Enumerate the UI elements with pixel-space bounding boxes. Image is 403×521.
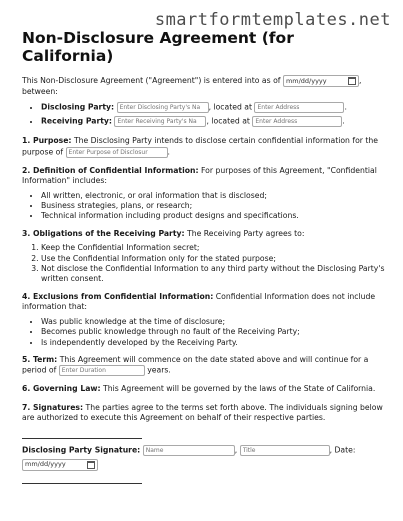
disclosing-party-address-input[interactable] [254,102,347,113]
signature-label: Disclosing Party Signature: [22,445,141,455]
section-exclusions [22,292,388,313]
receiving-party-address-input[interactable] [252,116,345,127]
document-page [22,29,388,490]
disclosing-party-name-input[interactable] [117,102,209,113]
section-signatures [22,403,388,424]
located-at-text: , located at [208,102,253,112]
watermark: smartformtemplates.net [154,10,391,30]
list-item [41,102,388,113]
section-text: The parties agree to the terms set forth above. The individuals signing below are authorized to execute this Agreement on behalf of their respective parties. [22,402,383,423]
section-text: years. [144,365,171,375]
date-placeholder: mm/dd/yyyy [25,460,66,469]
purpose-input[interactable] [66,147,168,158]
section-text: For purposes of this Agreement, "Confidential Information" includes: [22,165,377,186]
calendar-icon [348,77,356,85]
period-text: . [342,116,345,126]
section-heading: 5. Term: [22,354,58,364]
list-item: • Was public knowledge at the time of disclosure; [41,317,388,327]
receiving-party-label: Receiving Party: [41,116,113,126]
located-at-text: , located at [206,116,250,126]
obligations-list [22,243,388,285]
definition-list [22,191,388,222]
section-governing-law [22,384,388,394]
list-item: • Becomes public knowledge through no fault of the Receiving Party; [41,327,388,337]
section-heading: 2. Definition of Confidential Information: [22,165,199,175]
intro-paragraph [22,75,388,97]
section-definition [22,166,388,187]
section-text: This Agreement will commence on the date stated above and will continue for a period of [22,354,369,375]
calendar-icon [87,461,95,469]
section-heading: 7. Signatures: [22,402,84,412]
list-item [41,116,388,127]
agreement-date-field[interactable] [283,75,359,87]
list-item: 1. Keep the Confidential Information secret; [41,243,388,253]
list-item: 3. Not disclose the Confidential Information to any third party without the Disclosing Party's written consent. [41,264,388,285]
section-text: This Agreement will be governed by the laws of the State of California. [100,384,376,394]
section-term [22,355,388,376]
signature-date-row [22,459,388,471]
signature-row [22,445,388,456]
signature-date-field[interactable] [22,459,98,471]
intro-end: , between: [22,76,362,96]
list-item: • Is independently developed by the Receiving Party. [41,338,388,348]
signature-line [22,438,142,439]
exclusions-list [22,317,388,348]
list-item: 2. Use the Confidential Information only for the stated purpose; [41,254,388,264]
section-text: The Disclosing Party intends to disclose certain confidential information for the purpose of [22,136,378,157]
section-heading: 6. Governing Law: [22,384,101,394]
signer-name-input[interactable] [143,445,238,456]
section-heading: 4. Exclusions from Confidential Information: [22,291,214,301]
period-text: . [344,102,347,112]
list-item: • Technical information including product designs and specifications. [41,211,388,221]
signature-line [22,483,142,484]
signer-title-input[interactable] [240,445,330,456]
period-text: . [167,147,170,157]
date-label: , Date: [329,445,356,455]
receiving-party-name-input[interactable] [114,116,206,127]
disclosing-party-label: Disclosing Party: [41,102,115,112]
section-obligations [22,229,388,239]
comma-text: , [234,445,238,455]
duration-input[interactable] [59,365,145,376]
list-item: • All written, electronic, or oral information that is disclosed; [41,191,388,201]
section-text: The Receiving Party agrees to: [184,228,305,238]
section-text: Confidential Information does not include information that: [22,291,376,312]
page-title: Non-Disclosure Agreement (for California) [22,29,294,65]
section-heading: 3. Obligations of the Receiving Party: [22,228,185,238]
parties-list [22,102,388,127]
section-heading: 1. Purpose: [22,136,72,146]
date-placeholder: mm/dd/yyyy [285,76,327,85]
intro-text: This Non-Disclosure Agreement ("Agreement") is entered into as of [22,76,281,85]
section-purpose [22,136,388,157]
list-item: • Business strategies, plans, or research; [41,201,388,211]
